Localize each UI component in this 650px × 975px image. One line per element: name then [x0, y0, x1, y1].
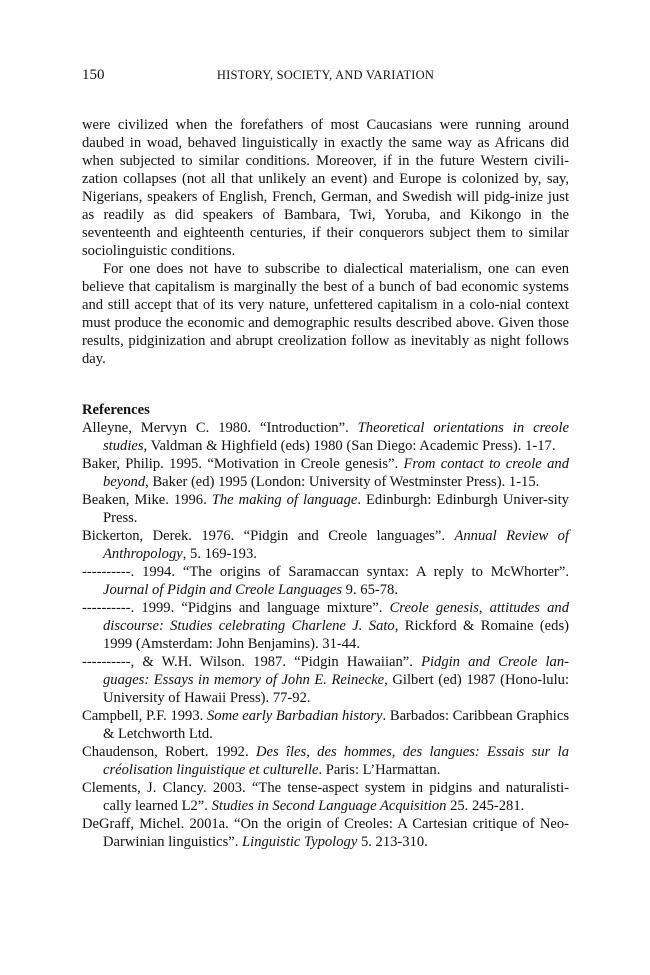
- reference-entry: DeGraff, Michel. 2001a. “On the origin of Creoles: A Cartesian critique of Neo-Darwinian linguistics”. Linguistic Typology 5. 213-310.: [82, 816, 569, 850]
- page-number: 150: [82, 67, 105, 83]
- reference-entry: Alleyne, Mervyn C. 1980. “Introduction”. Theoretical orientations in creole studies, Valdman & Highfield (eds) 1980 (San Diego: Academic Press). 1-17.: [82, 420, 569, 454]
- reference-entry: Clements, J. Clancy. 2003. “The tense-aspect system in pidgins and naturalisti-cally learned L2”. Studies in Second Language Acquisition 25. 245-281.: [82, 780, 569, 814]
- reference-entry: Chaudenson, Robert. 1992. Des îles, des hommes, des langues: Essais sur la créolisation linguistique et culturelle. Paris: L’Harmattan.: [82, 744, 569, 778]
- reference-entry: Campbell, P.F. 1993. Some early Barbadian history. Barbados: Caribbean Graphics & Letchworth Ltd.: [82, 708, 569, 742]
- reference-entry: ----------. 1999. “Pidgins and language mixture”. Creole genesis, attitudes and discourse: Studies celebrating Charlene J. Sato, Rickford & Romaine (eds) 1999 (Amsterdam: John Benjamins). 31-44.: [82, 600, 569, 652]
- reference-entry: ----------. 1994. “The origins of Saramaccan syntax: A reply to McWhorter”. Journal of Pidgin and Creole Languages 9. 65-78.: [82, 564, 569, 598]
- reference-entry: Bickerton, Derek. 1976. “Pidgin and Creole languages”. Annual Review of Anthropology, 5. 169-193.: [82, 528, 569, 562]
- reference-entry: ----------, & W.H. Wilson. 1987. “Pidgin Hawaiian”. Pidgin and Creole lan-guages: Essays in memory of John E. Reinecke, Gilbert (ed) 1987 (Hono-lulu: University of Hawaii Press). 77-92.: [82, 654, 569, 706]
- page-header: [82, 67, 569, 87]
- references-heading: References: [82, 402, 150, 418]
- reference-entry: Beaken, Mike. 1996. The making of language. Edinburgh: Edinburgh Univer-sity Press.: [82, 492, 569, 526]
- paragraph: For one does not have to subscribe to dialectical materialism, one can even believe that capitalism is marginally the best of a bunch of bad economic systems and still accept that of its very nature, unfettered capitalism in a colo-nial context must produce the economic and demographic results described above. Given those results, pidginization and abrupt creolization follow as inevitably as night follows day.: [82, 261, 569, 367]
- body-text: [82, 116, 569, 368]
- reference-entry: Baker, Philip. 1995. “Motivation in Creole genesis”. From contact to creole and beyond, Baker (ed) 1995 (London: University of Westminster Press). 1-15.: [82, 456, 569, 490]
- running-title: HISTORY, SOCIETY, AND VARIATION: [216, 68, 435, 82]
- references-list: [82, 419, 569, 851]
- paragraph: were civilized when the forefathers of most Caucasians were running around daubed in woad, behaved linguistically in exactly the same way as Africans did when subjected to similar conditions. Moreover, if in the future Western civili-zation collapses (not all that unlikely an event) and Europe is colonized by, say, Nigerians, speakers of English, French, German, and Swedish will pidg-inize just as readily as did speakers of Bambara, Twi, Yoruba, and Kikongo in the seventeenth and eighteenth centuries, if their conquerors subject them to similar sociolinguistic conditions.: [82, 117, 569, 259]
